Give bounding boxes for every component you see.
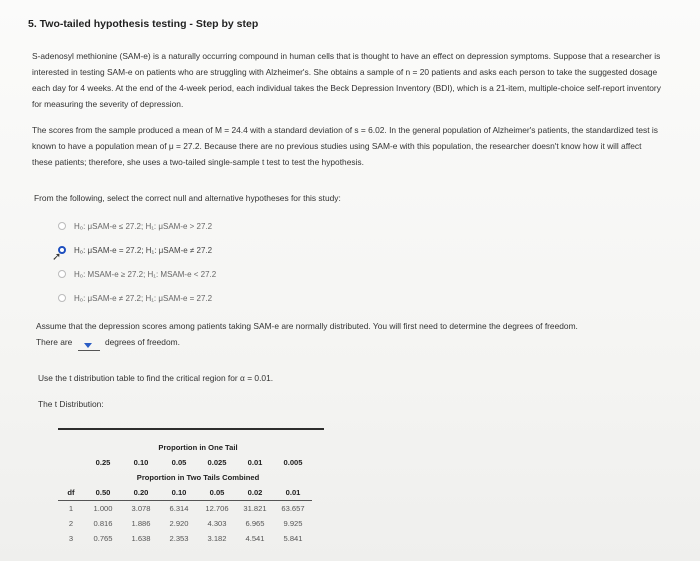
option-label: H₀: μSAM-e = 27.2; H₁: μSAM-e ≠ 27.2 (74, 245, 213, 255)
two-tails-value: 0.02 (236, 485, 274, 501)
two-tails-value: 0.01 (274, 485, 312, 501)
t-value-cell: 5.841 (283, 534, 303, 543)
radio-button[interactable] (58, 270, 66, 278)
option-label: H₀: μSAM-e ≠ 27.2; H₁: μSAM-e = 27.2 (74, 293, 213, 303)
dof-dropdown[interactable] (78, 334, 100, 351)
hypothesis-options (58, 214, 216, 310)
one-tail-value: 0.05 (171, 458, 187, 467)
critical-region-instruction: Use the t distribution table to find the critical region for α = 0.01. (38, 373, 274, 383)
t-value-cell: 12.706 (205, 504, 229, 513)
t-value-cell: 3.182 (207, 534, 227, 543)
df-header: df (58, 485, 84, 501)
one-tail-value: 0.25 (95, 458, 111, 467)
t-value-cell: 6.314 (169, 504, 189, 513)
t-value-cell: 31.821 (243, 504, 267, 513)
table-row (58, 501, 312, 517)
dof-prefix: There are (36, 337, 73, 347)
radio-button[interactable] (58, 294, 66, 302)
df-cell: 2 (68, 519, 74, 528)
intro-paragraph: S-adenosyl methionine (SAM-e) is a naturally occurring compound in human cells that is thought to have an effect on depression symptoms. Suppose that a researcher is interested in testing SAM-e on patients who are struggling with Alzheimer's. She obtains a sample of n = 20 patients and asks each person to take the suggested dosage each day for 4 weeks. At the end of the 4-week period, each individual takes the Beck Depression Inventory (BDI), which is a 21-item, multiple-choice self-report inventory for measuring the severity of depression. (32, 51, 661, 109)
t-value-cell: 1.000 (93, 504, 113, 513)
option-1[interactable] (58, 214, 216, 238)
t-value-cell: 4.303 (207, 519, 227, 528)
normality-assumption: Assume that the depression scores among patients taking SAM-e are normally distributed. You will first need to determine the degrees of freedom. (36, 321, 578, 331)
one-tail-value: 0.025 (207, 458, 227, 467)
one-tail-header: Proportion in One Tail (158, 443, 238, 452)
t-value-cell: 2.353 (169, 534, 189, 543)
one-tail-value: 0.10 (133, 458, 149, 467)
t-value-cell: 0.765 (93, 534, 113, 543)
option-4[interactable] (58, 286, 216, 310)
one-tail-value: 0.01 (247, 458, 263, 467)
t-value-cell: 4.541 (245, 534, 265, 543)
dof-line (36, 334, 666, 351)
hypotheses-question: From the following, select the correct null and alternative hypotheses for this study: (34, 193, 341, 203)
chevron-down-icon (84, 343, 92, 348)
t-value-cell: 6.965 (245, 519, 265, 528)
two-tails-header: Proportion in Two Tails Combined (136, 473, 260, 482)
two-tails-value: 0.05 (198, 485, 236, 501)
t-value-cell: 3.078 (131, 504, 151, 513)
table-row (58, 516, 312, 531)
t-value-cell: 63.657 (281, 504, 305, 513)
t-value-cell: 1.886 (131, 519, 151, 528)
option-2[interactable] (58, 238, 216, 262)
t-value-cell: 2.920 (169, 519, 189, 528)
two-tails-value: 0.50 (84, 485, 122, 501)
dof-suffix: degrees of freedom. (104, 337, 180, 347)
radio-button[interactable] (58, 222, 66, 230)
degrees-of-freedom-block (36, 318, 666, 351)
t-value-cell: 0.816 (93, 519, 113, 528)
mouse-cursor-icon: ➚ (52, 251, 62, 263)
df-cell: 1 (68, 504, 74, 513)
two-tails-value: 0.10 (160, 485, 198, 501)
option-label: H₀: μSAM-e ≤ 27.2; H₁: μSAM-e > 27.2 (74, 221, 213, 231)
option-label: H₀: MSAM-e ≥ 27.2; H₁: MSAM-e < 27.2 (74, 269, 217, 279)
two-tails-value: 0.20 (122, 485, 160, 501)
scores-paragraph: The scores from the sample produced a mean of M = 24.4 with a standard deviation of s = 6.02. In the general population of Alzheimer's patients, the standardized test is known to have a population mean of μ = 27.2. Because there are no previous studies using SAM-e with this population, the researcher doesn't know how it will affect these patients; therefore, she uses a two-tailed single-sample t test to test the hypothesis. (32, 125, 658, 167)
table-row (58, 531, 312, 546)
t-value-cell: 9.925 (283, 519, 303, 528)
table-divider (58, 428, 324, 430)
t-value-cell: 1.638 (131, 534, 151, 543)
table-label: The t Distribution: (38, 399, 104, 409)
option-3[interactable] (58, 262, 216, 286)
t-distribution-table (58, 428, 324, 546)
one-tail-value: 0.005 (283, 458, 303, 467)
df-cell: 3 (68, 534, 74, 543)
page-title: 5. Two-tailed hypothesis testing - Step by step (28, 18, 259, 30)
